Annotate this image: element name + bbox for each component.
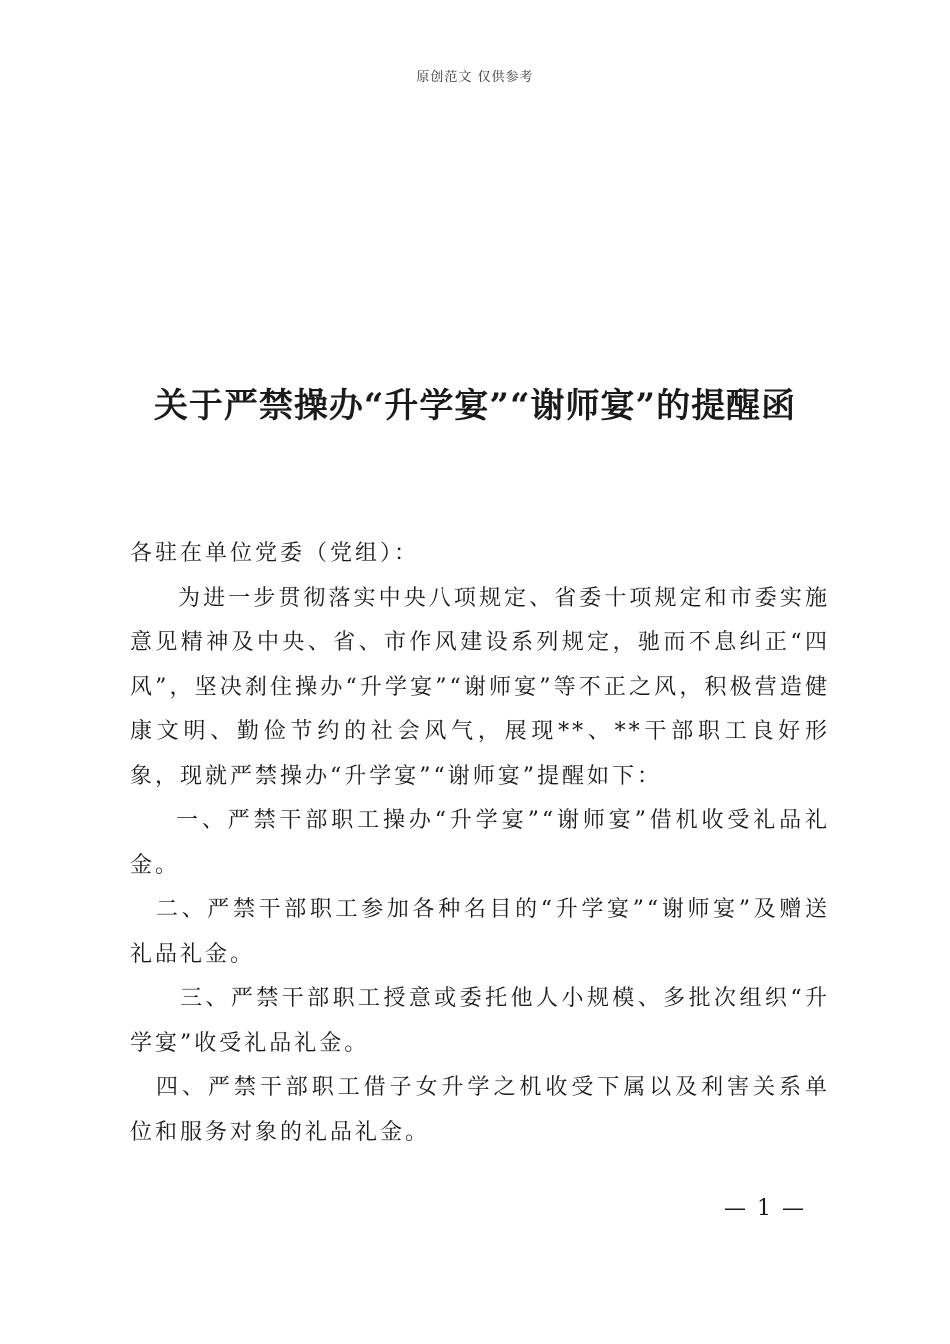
- intro-paragraph: 为进一步贯彻落实中央八项规定、省委十项规定和市委实施意见精神及中央、省、市作风建设系列规定，驰而不息纠正“四风”，坚决刹住操办“升学宴”“谢师宴”等不正之风，积极营造健康文明、勤俭节约的社会风气，展现**、**干部职工良好形象，现就严禁操办“升学宴”“谢师宴”提醒如下：: [130, 585, 830, 789]
- list-item: 四、严禁干部职工借子女升学之机收受下属以及利害关系单位和服务对象的礼品礼金。: [130, 1075, 830, 1145]
- header-note: 原创范文 仅供参考: [416, 70, 534, 85]
- document-body: [130, 532, 830, 1155]
- document-title: 关于严禁操办“升学宴”“谢师宴”的提醒函: [153, 386, 797, 426]
- list-item: 一、严禁干部职工操办“升学宴”“谢师宴”借机收受礼品礼金。: [130, 808, 830, 878]
- page-number: — 1 —: [724, 1196, 806, 1221]
- list-item: 三、严禁干部职工授意或委托他人小规模、多批次组织“升学宴”收受礼品礼金。: [130, 986, 830, 1056]
- salutation: 各驻在单位党委（党组）：: [130, 541, 420, 566]
- list-item: 二、严禁干部职工参加各种名目的“升学宴”“谢师宴”及赠送礼品礼金。: [130, 897, 830, 967]
